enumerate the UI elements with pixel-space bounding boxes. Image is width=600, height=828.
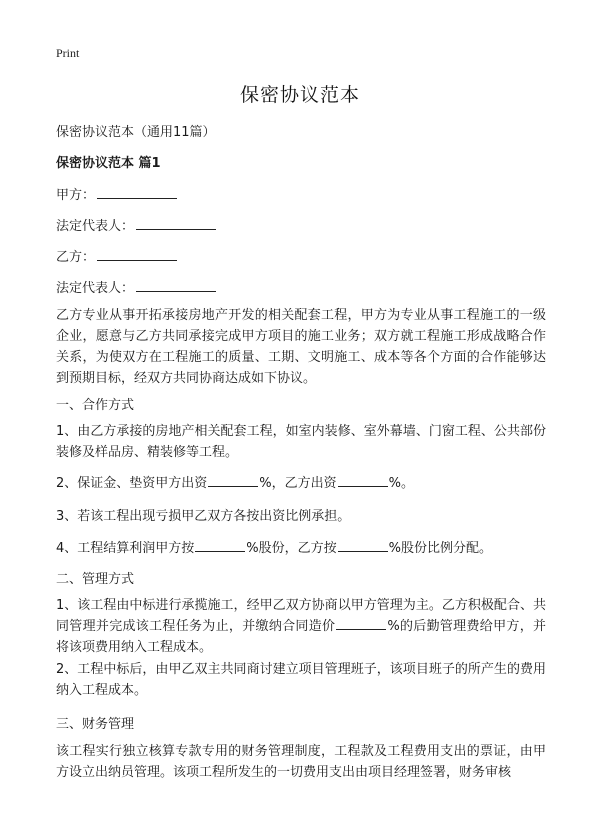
clause-1-3: 3、若该工程出现亏损甲乙双方各按出资比例承担。 [56,509,351,524]
clause-2-1-text-b: %的后勤管理费给甲方，并将该项费用纳入工程成本。 [56,619,546,655]
rep-b-label: 法定代表人： [56,281,135,296]
clause-1-4-blank-a [195,539,245,552]
clause-1-1: 1、由乙方承接的房地产相关配套工程，如室内装修、室外幕墙、门窗工程、公共部份装修及样品房、精装修等工程。 [56,424,546,460]
clause-1-2-blank-b [338,474,388,487]
clause-2-2: 2、工程中标后，由甲乙双主共同商讨建立项目管理班子，该项目班子的所产生的费用纳入工程成本。 [56,662,546,698]
clause-1-2-text-c: %。 [388,476,414,491]
heading-finance: 三、财务管理 [56,717,135,732]
print-link[interactable]: Print [56,46,80,60]
clause-1-2-text-a: 2、保证金、垫资甲方出资 [56,476,208,491]
party-a-label: 甲方： [56,188,96,203]
clause-2-1-blank [336,617,386,630]
clause-1-2-blank-a [208,474,258,487]
clause-1-4-text-a: 4、工程结算利润甲方按 [56,541,195,556]
clause-2-1-text-a: 1、该工程由中标进行承揽施工，经甲乙双方协商以甲方管理为主。乙方积极配合、共同管理并完成该工程任务为止，并缴纳合同造价 [56,598,546,634]
intro-paragraph: 乙方专业从事开拓承接房地产开发的相关配套工程，甲方为专业从事工程施工的一级企业，愿意与乙方共同承接完成甲方项目的施工业务；双方就工程施工形成战略合作关系，为使双方在工程施工的质量、工期、文明施工、成本等各个方面的合作能够达到预期目标，经双方共同协商达成如下协议。 [56,308,546,386]
clause-1-2-text-b: %，乙方出资 [259,476,337,491]
clause-2-1 [56,595,546,658]
document-subtitle: 保密协议范本（通用11篇） [56,125,216,140]
party-a-field [56,184,177,203]
document-title: 保密协议范本 [239,84,360,106]
party-b-blank [97,247,177,261]
party-a-blank [97,185,177,199]
clause-1-4-text-c: %股份比例分配。 [388,541,492,556]
party-b-label: 乙方： [56,250,96,265]
party-b-field [56,246,177,265]
rep-b-blank [136,278,216,292]
clause-1-4 [56,537,492,556]
clause-3-1: 该工程实行独立核算专款专用的财务管理制度，工程款及工程费用支出的票证，由甲方设立出纳员管理。该项工程所发生的一切费用支出由项目经理签署，财务审核 [56,744,546,780]
rep-a-label: 法定代表人： [56,219,135,234]
section-heading: 保密协议范本 篇1 [56,156,161,171]
clause-1-2 [56,472,414,491]
rep-b-field [56,277,216,296]
clause-1-4-blank-b [338,539,388,552]
rep-a-field [56,215,216,234]
rep-a-blank [136,216,216,230]
clause-1-4-text-b: %股份，乙方按 [246,541,337,556]
heading-cooperation: 一、合作方式 [56,398,135,413]
heading-management: 二、管理方式 [56,572,135,587]
